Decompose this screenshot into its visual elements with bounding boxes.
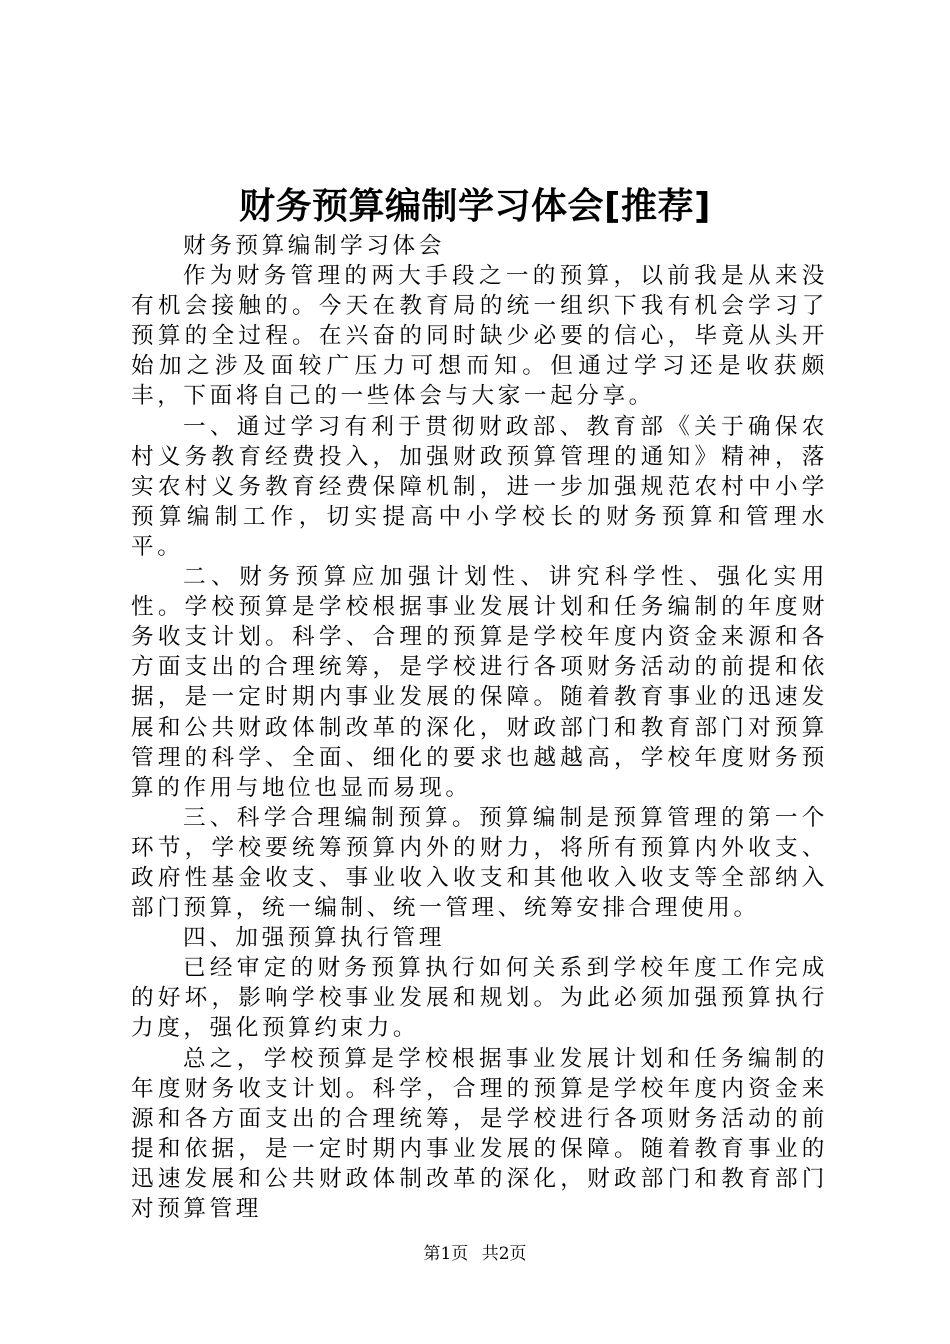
page-footer <box>0 1243 950 1265</box>
document-title: 财务预算编制学习体会[推荐] <box>239 186 711 227</box>
intro-paragraph: 作为财务管理的两大手段之一的预算，以前我是从来没有机会接触的。今天在教育局的统一组织下我有机会学习了预算的全过程。在兴奋的同时缺少必要的信心，毕竟从头开始加之涉及面较广压力可想而知。但通过学习还是收获颇丰，下面将自己的一些体会与大家一起分享。 <box>131 263 828 410</box>
section-four-heading: 四、加强预算执行管理 <box>183 925 445 952</box>
section-four-paragraph: 已经审定的财务预算执行如何关系到学校年度工作完成的好坏，影响学校事业发展和规划。为此必须加强预算执行力度，强化预算约束力。 <box>131 955 828 1042</box>
subtitle-paragraph: 财务预算编制学习体会 <box>183 233 445 259</box>
document-body <box>131 231 828 1224</box>
section-three-paragraph: 三、科学合理编制预算。预算编制是预算管理的第一个环节，学校要统筹预算内外的财力，将所有预算内外收支、政府性基金收支、事业收入收支和其他收入收支等全部纳入部门预算，统一编制、统一管理、统筹安排合理使用。 <box>131 804 828 922</box>
section-one-paragraph: 一、通过学习有利于贯彻财政部、教育部《关于确保农村义务教育经费投入，加强财政预算管理的通知》精神，落实农村义务教育经费保障机制，进一步加强规范农村中小学预算编制工作，切实提高中小学校长的财务预算和管理水平。 <box>131 413 828 560</box>
section-two-paragraph: 二、财务预算应加强计划性、讲究科学性、强化实用性。学校预算是学校根据事业发展计划和任务编制的年度财务收支计划。科学、合理的预算是学校年度内资金来源和各方面支出的合理统筹，是学校进行各项财务活动的前提和依据，是一定时期内事业发展的保障。随着教育事业的迅速发展和公共财政体制改革的深化，财政部门和教育部门对预算管理的科学、全面、细化的要求也越越高，学校年度财务预算的作用与地位也显而易现。 <box>131 564 828 801</box>
page-number: 第1页 <box>423 1244 469 1264</box>
page-total: 共2页 <box>481 1244 527 1264</box>
conclusion-paragraph: 总之，学校预算是学校根据事业发展计划和任务编制的年度财务收支计划。科学，合理的预算是学校年度内资金来源和各方面支出的合理统筹，是学校进行各项财务活动的前提和依据，是一定时期内事业发展的保障。随着教育事业的迅速发展和公共财政体制改革的深化，财政部门和教育部门对预算管理 <box>131 1045 828 1222</box>
